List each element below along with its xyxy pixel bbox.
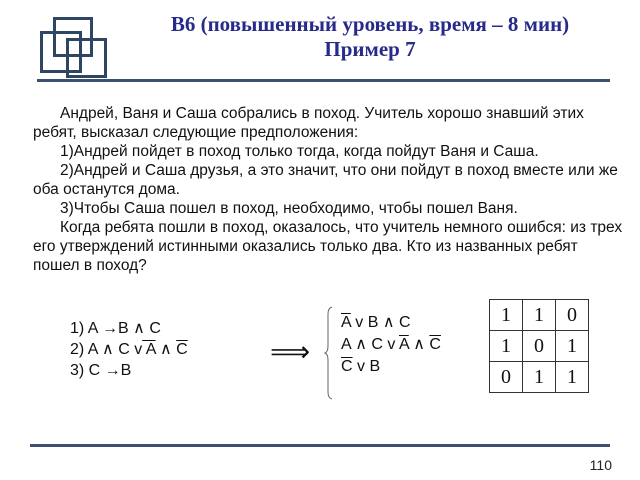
formula-2: 2) A ∧ C v A ∧ $\overline{C}$ [70, 341, 188, 358]
truth-table [489, 299, 589, 393]
formula-3: 3) C →B [70, 362, 132, 379]
page-title [110, 12, 630, 62]
not-a: A [142, 341, 156, 358]
and-icon: ∧ [382, 314, 395, 331]
table-row: 0 1 1 [490, 362, 589, 393]
title-line-2: Пример 7 [324, 37, 416, 61]
footer-divider [30, 444, 610, 447]
formula-1: 1) A →B ∧ C [70, 320, 161, 337]
implies-arrow-icon: → [104, 362, 121, 379]
statement-1: 1)Андрей пойдет в поход только тогда, когда пойдут Ваня и Саша. [60, 143, 539, 160]
and-icon: ∧ [155, 341, 177, 358]
statement-3: 3)Чтобы Саша пошел в поход, необходимо, чтобы пошел Ваня. [60, 200, 518, 217]
formula-list [70, 318, 188, 381]
title-line-1: B6 (повышенный уровень, время – 8 мин) [170, 12, 570, 36]
system-line-1: $\overline{A}$ v B ∧ C [341, 314, 411, 331]
problem-intro: Андрей, Ваня и Саша собрались в поход. Учитель хорошо знавший этих ребят, высказал следующие предположения: [33, 105, 584, 141]
table-row: 1 0 1 [490, 331, 589, 362]
and-icon: ∧ [102, 341, 114, 358]
and-icon: ∧ [408, 336, 430, 353]
and-icon: ∧ [133, 320, 145, 337]
page-number: 110 [589, 457, 612, 473]
or-icon: v [134, 341, 143, 358]
table-row: 1 1 0 [490, 300, 589, 331]
statement-2: 2)Андрей и Саша друзья, а это значит, что они пойдут в поход вместе или же оба останутся дома. [33, 162, 618, 198]
left-brace-icon [324, 306, 334, 400]
system-line-3: $\overline{C}$ v B [341, 358, 381, 375]
header-divider [37, 79, 610, 82]
implies-arrow-icon: → [102, 320, 119, 337]
overlapping-squares-logo-icon [40, 14, 110, 78]
and-icon: ∧ [350, 336, 372, 353]
double-arrow-icon: ⟹ [270, 336, 311, 367]
equation-system [341, 312, 441, 378]
not-c: $\overline{C}$ [176, 341, 188, 358]
system-line-2: A ∧ C v $\overline{A}$ ∧ $\overline{C}$ [341, 336, 441, 353]
problem-question: Когда ребята пошли в поход, оказалось, что учитель немного ошибся: из трех его утверждений истинными оказались только два. Кто из названных ребят пошел в поход? [33, 219, 623, 274]
problem-text [33, 104, 623, 275]
